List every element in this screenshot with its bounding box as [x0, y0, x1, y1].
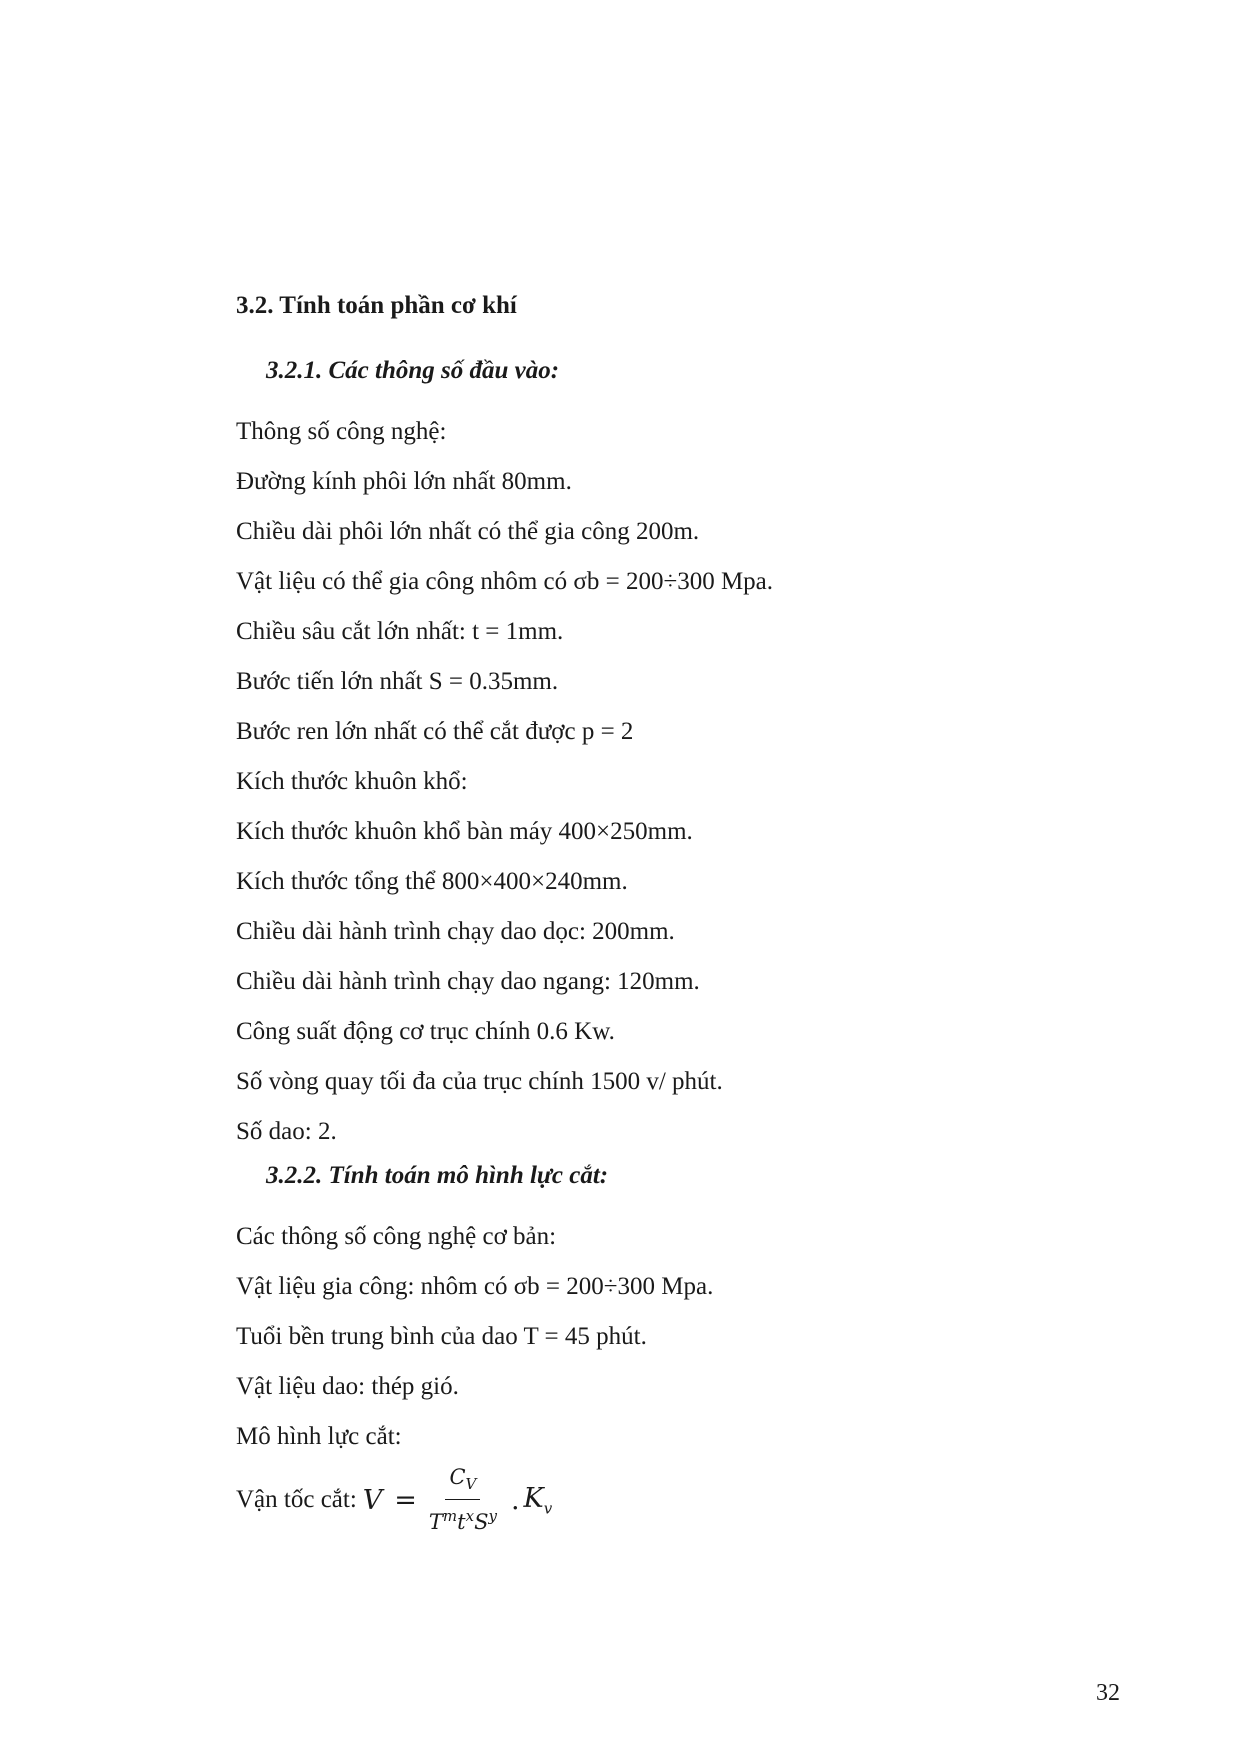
- cutting-force-list: [236, 1212, 713, 1462]
- fraction-numerator: [445, 1464, 480, 1500]
- denominator-S: S: [474, 1510, 489, 1535]
- paragraph-line: Vật liệu dao: thép gió.: [236, 1373, 459, 1400]
- denominator-T-exponent: m: [442, 1507, 458, 1526]
- formula-lhs: V: [362, 1484, 383, 1516]
- coefficient-base: K: [523, 1482, 544, 1514]
- section-title: 3.2. Tính toán phần cơ khí: [236, 292, 517, 319]
- paragraph-line: Chiều dài phôi lớn nhất có thể gia công 200m.: [236, 518, 700, 545]
- paragraph-line: Công suất động cơ trục chính 0.6 Kw.: [236, 1018, 615, 1045]
- numerator-subscript: V: [465, 1475, 477, 1494]
- paragraph-line: Số vòng quay tối đa của trục chính 1500 v/ phút.: [236, 1068, 723, 1095]
- subsection-title-cutting-force-model: 3.2.2. Tính toán mô hình lực cắt:: [266, 1162, 609, 1189]
- paragraph-line: Các thông số công nghệ cơ bản:: [236, 1223, 557, 1250]
- paragraph-line: Vật liệu có thể gia công nhôm có σb = 200÷300 Mpa.: [236, 568, 774, 595]
- paragraph-line: Kích thước khuôn khổ:: [236, 768, 468, 795]
- numerator-base: C: [449, 1464, 466, 1489]
- formula-equals: =: [394, 1484, 417, 1516]
- formula-expression: [363, 1464, 552, 1536]
- denominator-t: t: [457, 1510, 466, 1535]
- paragraph-line: Mô hình lực cắt:: [236, 1423, 402, 1450]
- paragraph-line: Bước tiến lớn nhất S = 0.35mm.: [236, 668, 559, 695]
- denominator-S-exponent: y: [488, 1507, 497, 1526]
- paragraph-line: Số dao: 2.: [236, 1118, 337, 1145]
- paragraph-line: Đường kính phôi lớn nhất 80mm.: [236, 468, 572, 495]
- paragraph-line: Bước ren lớn nhất có thể cắt được p = 2: [236, 718, 634, 745]
- paragraph-line: Thông số công nghệ:: [236, 418, 447, 445]
- fraction-denominator: [429, 1500, 497, 1536]
- paragraph-line: Kích thước tổng thể 800×400×240mm.: [236, 868, 628, 895]
- paragraph-line: Chiều sâu cắt lớn nhất: t = 1mm.: [236, 618, 564, 645]
- page-number: 32: [1096, 1680, 1120, 1706]
- input-parameters-list: [236, 407, 773, 1157]
- denominator-t-exponent: x: [465, 1507, 475, 1526]
- paragraph-line: Vật liệu gia công: nhôm có σb = 200÷300 Mpa.: [236, 1273, 714, 1300]
- subsection-title-input-parameters: 3.2.1. Các thông số đầu vào:: [266, 357, 560, 384]
- formula-coefficient: [524, 1483, 553, 1517]
- formula-fraction: [429, 1464, 497, 1536]
- formula-label: Vận tốc cắt:: [236, 1486, 357, 1513]
- paragraph-line: Chiều dài hành trình chạy dao ngang: 120mm.: [236, 968, 700, 995]
- coefficient-subscript: v: [543, 1499, 553, 1518]
- denominator-T: T: [428, 1510, 443, 1535]
- paragraph-line: Kích thước khuôn khổ bàn máy 400×250mm.: [236, 818, 693, 845]
- paragraph-line: Chiều dài hành trình chạy dao dọc: 200mm.: [236, 918, 675, 945]
- cutting-speed-formula: [236, 1460, 552, 1540]
- formula-dot: .: [510, 1484, 520, 1516]
- paragraph-line: Tuổi bền trung bình của dao T = 45 phút.: [236, 1323, 647, 1350]
